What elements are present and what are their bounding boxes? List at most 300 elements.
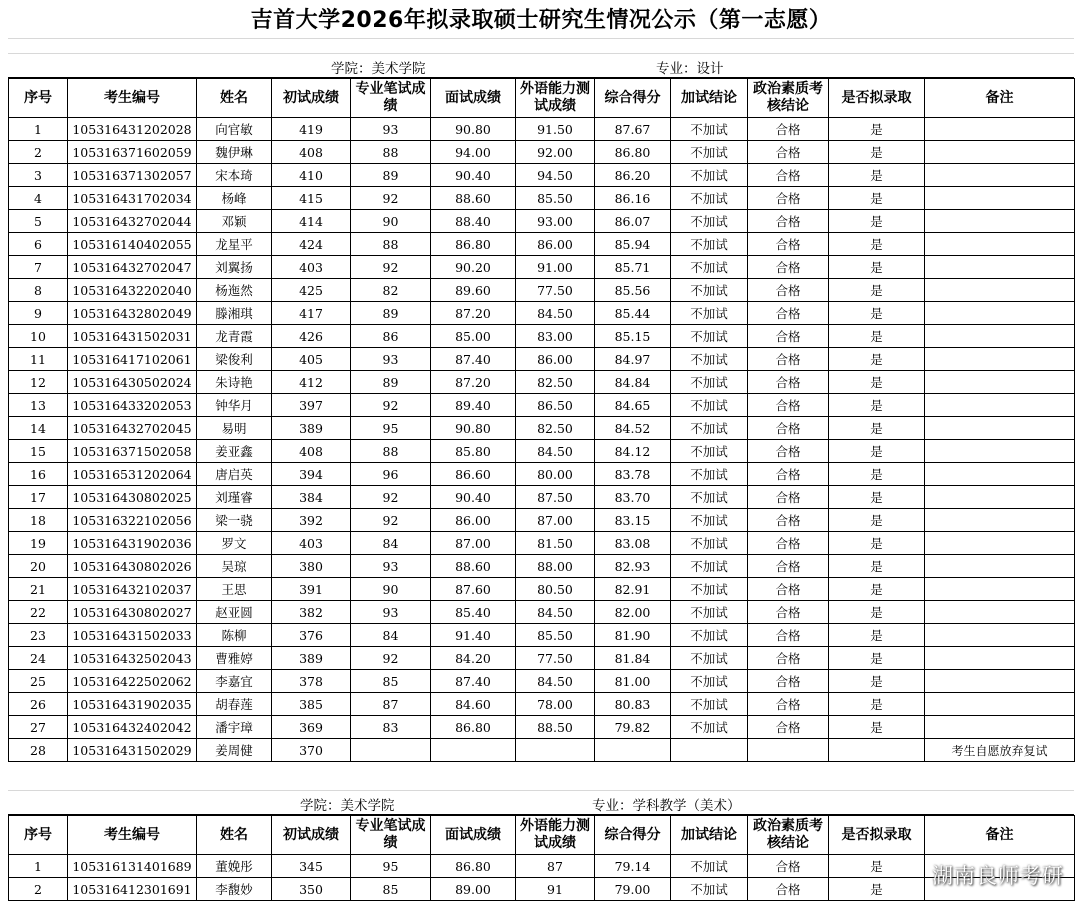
col-name: 朱诗艳	[197, 371, 272, 394]
col-political-check: 合格	[748, 670, 829, 693]
col-exam-id: 105316417102061	[68, 348, 197, 371]
col-interview-score: 84.60	[431, 693, 516, 716]
col-political-check: 合格	[748, 233, 829, 256]
col-admit: 是	[829, 210, 925, 233]
col-written-score: 84	[351, 624, 431, 647]
header-row	[9, 79, 1075, 118]
col-admit: 是	[829, 601, 925, 624]
col-index: 24	[9, 647, 68, 670]
col-prelim-score: 410	[272, 164, 351, 187]
col-index: 5	[9, 210, 68, 233]
col-political-check: 合格	[748, 348, 829, 371]
col-admit: 是	[829, 578, 925, 601]
table-row	[9, 371, 1075, 394]
col-extra-test: 不加试	[671, 302, 748, 325]
col-index: 18	[9, 509, 68, 532]
col-total-score: 83.15	[595, 509, 671, 532]
col-exam-id: 105316431202028	[68, 118, 197, 141]
col-political-check: 合格	[748, 624, 829, 647]
col-interview-score: 94.00	[431, 141, 516, 164]
col-index: 9	[9, 302, 68, 325]
col-admit: 是	[829, 302, 925, 325]
col-exam-id: 105316430802027	[68, 601, 197, 624]
col-admit: 是	[829, 187, 925, 210]
college-label: 学院：美术学院	[300, 798, 395, 814]
col-remark	[925, 532, 1075, 555]
col-index: 2	[9, 878, 68, 901]
admission-table-art-education	[8, 815, 1075, 901]
col-total-score: 82.93	[595, 555, 671, 578]
col-admit: 是	[829, 256, 925, 279]
col-remark	[925, 670, 1075, 693]
col-written-score: 93	[351, 555, 431, 578]
col-language-score: 86.50	[516, 394, 595, 417]
table-row	[9, 325, 1075, 348]
col-political-check: 合格	[748, 555, 829, 578]
col-remark	[925, 463, 1075, 486]
spreadsheet	[8, 0, 1074, 901]
header-col-political-check: 政治素质考核结论	[748, 816, 829, 855]
col-name: 杨迤然	[197, 279, 272, 302]
col-prelim-score: 414	[272, 210, 351, 233]
table-row	[9, 532, 1075, 555]
col-total-score: 84.12	[595, 440, 671, 463]
col-written-score: 93	[351, 601, 431, 624]
col-extra-test: 不加试	[671, 417, 748, 440]
col-exam-id: 105316431902036	[68, 532, 197, 555]
table-row	[9, 302, 1075, 325]
col-interview-score: 89.40	[431, 394, 516, 417]
header-col-admit: 是否拟录取	[829, 816, 925, 855]
col-name: 魏伊琳	[197, 141, 272, 164]
col-extra-test: 不加试	[671, 578, 748, 601]
col-interview-score: 89.60	[431, 279, 516, 302]
header-col-interview-score: 面试成绩	[431, 79, 516, 118]
col-prelim-score: 389	[272, 647, 351, 670]
table-row	[9, 878, 1075, 901]
col-language-score: 80.00	[516, 463, 595, 486]
col-index: 11	[9, 348, 68, 371]
col-total-score: 85.56	[595, 279, 671, 302]
col-index: 21	[9, 578, 68, 601]
col-exam-id: 105316412301691	[68, 878, 197, 901]
col-political-check: 合格	[748, 164, 829, 187]
col-language-score: 92.00	[516, 141, 595, 164]
col-prelim-score: 408	[272, 440, 351, 463]
col-index: 7	[9, 256, 68, 279]
col-prelim-score: 403	[272, 532, 351, 555]
col-language-score: 84.50	[516, 440, 595, 463]
col-prelim-score: 405	[272, 348, 351, 371]
col-admit: 是	[829, 693, 925, 716]
col-interview-score: 91.40	[431, 624, 516, 647]
col-remark	[925, 233, 1075, 256]
col-index: 3	[9, 164, 68, 187]
col-extra-test: 不加试	[671, 647, 748, 670]
col-interview-score: 87.00	[431, 532, 516, 555]
col-total-score: 83.08	[595, 532, 671, 555]
col-language-score: 91.00	[516, 256, 595, 279]
col-admit: 是	[829, 624, 925, 647]
col-name: 梁俊利	[197, 348, 272, 371]
header-col-index: 序号	[9, 79, 68, 118]
col-total-score	[595, 739, 671, 762]
col-index: 10	[9, 325, 68, 348]
col-remark	[925, 302, 1075, 325]
col-name: 刘瑾睿	[197, 486, 272, 509]
col-written-score: 95	[351, 417, 431, 440]
col-index: 20	[9, 555, 68, 578]
col-prelim-score: 424	[272, 233, 351, 256]
col-language-score: 86.00	[516, 348, 595, 371]
col-name: 胡春莲	[197, 693, 272, 716]
col-written-score: 92	[351, 509, 431, 532]
col-exam-id: 105316432402042	[68, 716, 197, 739]
col-name: 吴琼	[197, 555, 272, 578]
col-political-check	[748, 739, 829, 762]
col-total-score: 86.16	[595, 187, 671, 210]
col-extra-test: 不加试	[671, 141, 748, 164]
header-row	[9, 816, 1075, 855]
col-exam-id: 105316371502058	[68, 440, 197, 463]
col-exam-id: 105316422502062	[68, 670, 197, 693]
col-total-score: 84.84	[595, 371, 671, 394]
col-interview-score: 86.80	[431, 716, 516, 739]
col-political-check: 合格	[748, 279, 829, 302]
col-prelim-score: 382	[272, 601, 351, 624]
col-remark	[925, 118, 1075, 141]
table-row	[9, 601, 1075, 624]
header-col-written-score: 专业笔试成绩	[351, 79, 431, 118]
col-remark	[925, 394, 1075, 417]
col-name: 陈柳	[197, 624, 272, 647]
table-row	[9, 578, 1075, 601]
col-index: 13	[9, 394, 68, 417]
table-row	[9, 279, 1075, 302]
col-interview-score: 90.40	[431, 164, 516, 187]
col-name: 唐启英	[197, 463, 272, 486]
col-name: 钟华月	[197, 394, 272, 417]
col-admit: 是	[829, 509, 925, 532]
col-exam-id: 105316432702045	[68, 417, 197, 440]
col-interview-score: 90.40	[431, 486, 516, 509]
col-remark	[925, 141, 1075, 164]
table-row	[9, 509, 1075, 532]
col-written-score: 96	[351, 463, 431, 486]
col-index: 25	[9, 670, 68, 693]
table-row	[9, 394, 1075, 417]
col-interview-score: 87.40	[431, 348, 516, 371]
col-language-score: 81.50	[516, 532, 595, 555]
col-admit: 是	[829, 555, 925, 578]
table-row	[9, 486, 1075, 509]
col-index: 26	[9, 693, 68, 716]
col-language-score: 94.50	[516, 164, 595, 187]
col-exam-id: 105316131401689	[68, 855, 197, 878]
col-political-check: 合格	[748, 601, 829, 624]
col-remark	[925, 325, 1075, 348]
col-name: 李嘉宜	[197, 670, 272, 693]
col-political-check: 合格	[748, 693, 829, 716]
col-name: 邓颖	[197, 210, 272, 233]
header-col-admit: 是否拟录取	[829, 79, 925, 118]
col-written-score: 89	[351, 302, 431, 325]
table-row	[9, 670, 1075, 693]
col-admit: 是	[829, 279, 925, 302]
col-language-score: 87	[516, 855, 595, 878]
col-name: 潘宇璋	[197, 716, 272, 739]
col-exam-id: 105316140402055	[68, 233, 197, 256]
col-political-check: 合格	[748, 716, 829, 739]
table-row	[9, 647, 1075, 670]
col-language-score: 84.50	[516, 601, 595, 624]
col-name: 刘翼扬	[197, 256, 272, 279]
col-written-score: 84	[351, 532, 431, 555]
col-remark	[925, 601, 1075, 624]
col-exam-id: 105316432802049	[68, 302, 197, 325]
col-interview-score: 88.60	[431, 555, 516, 578]
col-language-score: 85.50	[516, 187, 595, 210]
col-remark	[925, 417, 1075, 440]
col-written-score	[351, 739, 431, 762]
col-prelim-score: 350	[272, 878, 351, 901]
col-name: 罗文	[197, 532, 272, 555]
col-extra-test: 不加试	[671, 716, 748, 739]
col-index: 1	[9, 855, 68, 878]
col-remark	[925, 509, 1075, 532]
col-exam-id: 105316430802026	[68, 555, 197, 578]
col-language-score: 82.50	[516, 417, 595, 440]
col-interview-score: 87.20	[431, 371, 516, 394]
col-written-score: 93	[351, 118, 431, 141]
col-exam-id: 105316432702047	[68, 256, 197, 279]
col-total-score: 86.07	[595, 210, 671, 233]
col-admit: 是	[829, 417, 925, 440]
col-total-score: 83.70	[595, 486, 671, 509]
col-political-check: 合格	[748, 302, 829, 325]
table-row	[9, 348, 1075, 371]
col-language-score: 83.00	[516, 325, 595, 348]
col-extra-test: 不加试	[671, 210, 748, 233]
col-language-score	[516, 739, 595, 762]
page-title: 吉首大学2026年拟录取硕士研究生情况公示（第一志愿）	[250, 8, 832, 33]
col-written-score: 92	[351, 187, 431, 210]
col-extra-test: 不加试	[671, 187, 748, 210]
header-col-prelim-score: 初试成绩	[272, 816, 351, 855]
header-col-index: 序号	[9, 816, 68, 855]
col-interview-score: 86.00	[431, 509, 516, 532]
col-interview-score: 88.40	[431, 210, 516, 233]
col-language-score: 77.50	[516, 647, 595, 670]
col-political-check: 合格	[748, 371, 829, 394]
col-extra-test: 不加试	[671, 555, 748, 578]
col-total-score: 85.15	[595, 325, 671, 348]
table-row	[9, 164, 1075, 187]
table-row	[9, 233, 1075, 256]
col-prelim-score: 425	[272, 279, 351, 302]
col-name: 姜亚鑫	[197, 440, 272, 463]
col-admit: 是	[829, 325, 925, 348]
col-total-score: 84.52	[595, 417, 671, 440]
col-exam-id: 105316433202053	[68, 394, 197, 417]
col-exam-id: 105316322102056	[68, 509, 197, 532]
col-exam-id: 105316431502031	[68, 325, 197, 348]
col-written-score: 95	[351, 855, 431, 878]
col-admit: 是	[829, 233, 925, 256]
col-written-score: 92	[351, 256, 431, 279]
col-political-check: 合格	[748, 118, 829, 141]
table-row	[9, 210, 1075, 233]
col-interview-score: 86.80	[431, 233, 516, 256]
col-interview-score: 90.20	[431, 256, 516, 279]
col-interview-score: 87.20	[431, 302, 516, 325]
spacer-row	[8, 762, 1074, 791]
col-written-score: 89	[351, 164, 431, 187]
col-written-score: 88	[351, 233, 431, 256]
col-written-score: 88	[351, 141, 431, 164]
col-prelim-score: 412	[272, 371, 351, 394]
col-exam-id: 105316531202064	[68, 463, 197, 486]
col-total-score: 79.82	[595, 716, 671, 739]
header-col-total-score: 综合得分	[595, 79, 671, 118]
col-exam-id: 105316430502024	[68, 371, 197, 394]
col-total-score: 84.97	[595, 348, 671, 371]
col-extra-test: 不加试	[671, 855, 748, 878]
col-total-score: 85.71	[595, 256, 671, 279]
col-index: 19	[9, 532, 68, 555]
col-prelim-score: 391	[272, 578, 351, 601]
col-written-score: 90	[351, 578, 431, 601]
col-political-check: 合格	[748, 187, 829, 210]
col-interview-score: 87.60	[431, 578, 516, 601]
col-total-score: 87.67	[595, 118, 671, 141]
col-written-score: 92	[351, 486, 431, 509]
col-written-score: 92	[351, 647, 431, 670]
header-col-political-check: 政治素质考核结论	[748, 79, 829, 118]
col-total-score: 86.20	[595, 164, 671, 187]
col-exam-id: 105316432702044	[68, 210, 197, 233]
table-row	[9, 463, 1075, 486]
col-exam-id: 105316431702034	[68, 187, 197, 210]
col-written-score: 85	[351, 878, 431, 901]
col-language-score: 82.50	[516, 371, 595, 394]
col-interview-score: 90.80	[431, 118, 516, 141]
col-remark	[925, 555, 1075, 578]
col-language-score: 93.00	[516, 210, 595, 233]
col-admit: 是	[829, 164, 925, 187]
col-name: 杨峰	[197, 187, 272, 210]
col-political-check: 合格	[748, 256, 829, 279]
col-prelim-score: 369	[272, 716, 351, 739]
col-political-check: 合格	[748, 394, 829, 417]
col-language-score: 84.50	[516, 670, 595, 693]
col-admit: 是	[829, 716, 925, 739]
header-col-interview-score: 面试成绩	[431, 816, 516, 855]
col-extra-test: 不加试	[671, 878, 748, 901]
col-prelim-score: 419	[272, 118, 351, 141]
table-row	[9, 624, 1075, 647]
col-index: 15	[9, 440, 68, 463]
col-total-score: 82.91	[595, 578, 671, 601]
col-remark	[925, 371, 1075, 394]
col-index: 16	[9, 463, 68, 486]
col-total-score: 83.78	[595, 463, 671, 486]
table-row	[9, 440, 1075, 463]
col-index: 27	[9, 716, 68, 739]
col-language-score: 86.00	[516, 233, 595, 256]
header-col-extra-test: 加试结论	[671, 79, 748, 118]
col-written-score: 92	[351, 394, 431, 417]
col-index: 6	[9, 233, 68, 256]
col-political-check: 合格	[748, 855, 829, 878]
col-extra-test: 不加试	[671, 394, 748, 417]
col-extra-test: 不加试	[671, 601, 748, 624]
col-total-score: 85.94	[595, 233, 671, 256]
col-prelim-score: 376	[272, 624, 351, 647]
col-admit: 是	[829, 532, 925, 555]
col-admit: 是	[829, 647, 925, 670]
header-col-exam-id: 考生编号	[68, 79, 197, 118]
col-admit: 是	[829, 855, 925, 878]
col-written-score: 90	[351, 210, 431, 233]
col-written-score: 83	[351, 716, 431, 739]
col-language-score: 91.50	[516, 118, 595, 141]
header-col-language-score: 外语能力测试成绩	[516, 79, 595, 118]
col-prelim-score: 403	[272, 256, 351, 279]
col-political-check: 合格	[748, 210, 829, 233]
col-written-score: 87	[351, 693, 431, 716]
college-label: 学院：美术学院	[331, 61, 426, 77]
col-remark	[925, 693, 1075, 716]
col-written-score: 86	[351, 325, 431, 348]
col-prelim-score: 378	[272, 670, 351, 693]
col-index: 1	[9, 118, 68, 141]
table-row	[9, 417, 1075, 440]
col-language-score: 84.50	[516, 302, 595, 325]
col-political-check: 合格	[748, 532, 829, 555]
col-name: 董娩彤	[197, 855, 272, 878]
col-total-score: 81.90	[595, 624, 671, 647]
col-interview-score: 88.60	[431, 187, 516, 210]
col-political-check: 合格	[748, 463, 829, 486]
col-total-score: 84.65	[595, 394, 671, 417]
table-row	[9, 739, 1075, 762]
col-admit: 是	[829, 878, 925, 901]
col-extra-test: 不加试	[671, 486, 748, 509]
col-extra-test: 不加试	[671, 256, 748, 279]
col-total-score: 81.84	[595, 647, 671, 670]
table-row	[9, 141, 1075, 164]
col-remark	[925, 164, 1075, 187]
col-name: 易明	[197, 417, 272, 440]
col-extra-test: 不加试	[671, 348, 748, 371]
col-extra-test: 不加试	[671, 693, 748, 716]
col-political-check: 合格	[748, 325, 829, 348]
col-political-check: 合格	[748, 578, 829, 601]
col-written-score: 88	[351, 440, 431, 463]
col-language-score: 77.50	[516, 279, 595, 302]
col-language-score: 91	[516, 878, 595, 901]
col-interview-score: 90.80	[431, 417, 516, 440]
col-interview-score: 86.80	[431, 855, 516, 878]
col-prelim-score: 408	[272, 141, 351, 164]
col-exam-id: 105316371602059	[68, 141, 197, 164]
table-row	[9, 256, 1075, 279]
col-interview-score: 85.80	[431, 440, 516, 463]
col-extra-test: 不加试	[671, 325, 748, 348]
col-index: 28	[9, 739, 68, 762]
table-row	[9, 118, 1075, 141]
